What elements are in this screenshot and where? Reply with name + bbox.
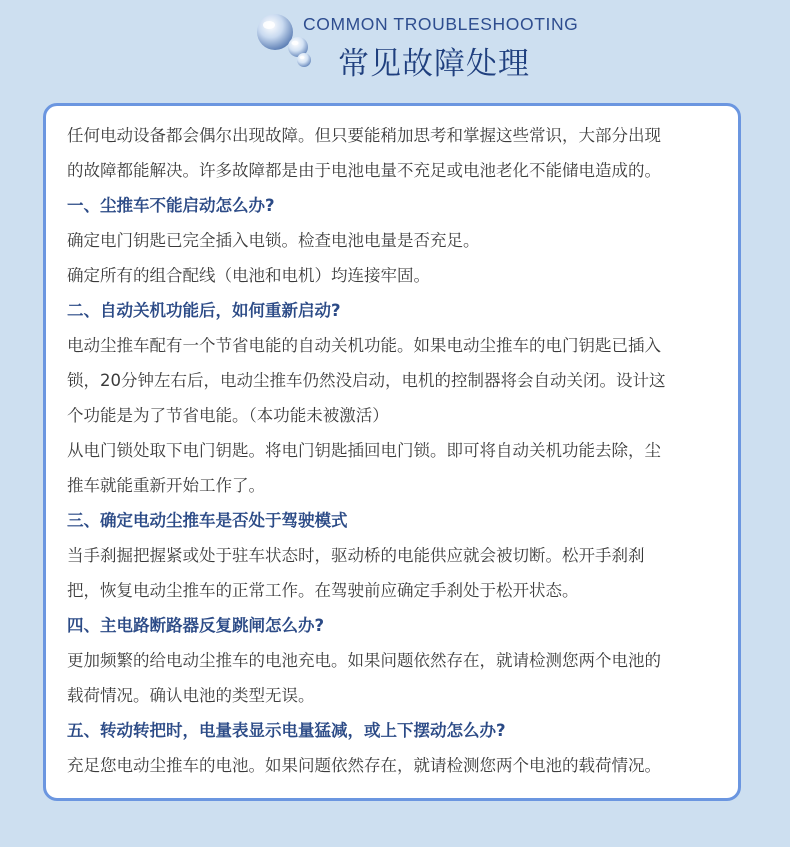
- question-heading: 五、转动转把时，电量表显示电量猛减，或上下摆动怎么办?: [67, 721, 506, 740]
- intro-line: 的故障都能解决。许多故障都是由于电池电量不充足或电池老化不能储电造成的。: [67, 161, 661, 180]
- answer-line: 从电门锁处取下电门钥匙。将电门钥匙插回电门锁。即可将自动关机功能去除，尘: [67, 441, 661, 460]
- header: [0, 0, 790, 100]
- troubleshooting-content: [67, 118, 732, 783]
- answer-line: 把，恢复电动尘推车的正常工作。在驾驶前应确定手刹处于松开状态。: [67, 581, 579, 600]
- answer-line: 推车就能重新开始工作了。: [67, 476, 265, 495]
- answer-line: 个功能是为了节省电能。（本功能未被激活）: [67, 406, 389, 425]
- page-title: 常见故障处理: [338, 46, 530, 82]
- answer-line: 确定电门钥匙已完全插入电锁。检查电池电量是否充足。: [67, 231, 480, 250]
- question-heading: 一、尘推车不能启动怎么办?: [67, 196, 275, 215]
- answer-line: 锁，20分钟左右后，电动尘推车仍然没启动，电机的控制器将会自动关闭。设计这: [67, 371, 666, 390]
- intro-line: 任何电动设备都会偶尔出现故障。但只要能稍加思考和掌握这些常识，大部分出现: [67, 126, 661, 145]
- question-heading: 二、自动关机功能后，如何重新启动?: [67, 301, 341, 320]
- answer-line: 确定所有的组合配线（电池和电机）均连接牢固。: [67, 266, 430, 285]
- answer-line: 当手刹掘把握紧或处于驻车状态时，驱动桥的电能供应就会被切断。松开手刹刹: [67, 546, 645, 565]
- answer-line: 电动尘推车配有一个节省电能的自动关机功能。如果电动尘推车的电门钥匙已插入: [67, 336, 661, 355]
- title-en: COMMON TROUBLESHOOTING: [303, 14, 579, 34]
- question-heading: 四、主电路断路器反复跳闸怎么办?: [67, 616, 325, 635]
- answer-line: 充足您电动尘推车的电池。如果问题依然存在，就请检测您两个电池的载荷情况。: [67, 756, 661, 775]
- question-heading: 三、确定电动尘推车是否处于驾驶模式: [67, 511, 348, 530]
- answer-line: 载荷情况。确认电池的类型无误。: [67, 686, 315, 705]
- answer-line: 更加频繁的给电动尘推车的电池充电。如果问题依然存在，就请检测您两个电池的: [67, 651, 661, 670]
